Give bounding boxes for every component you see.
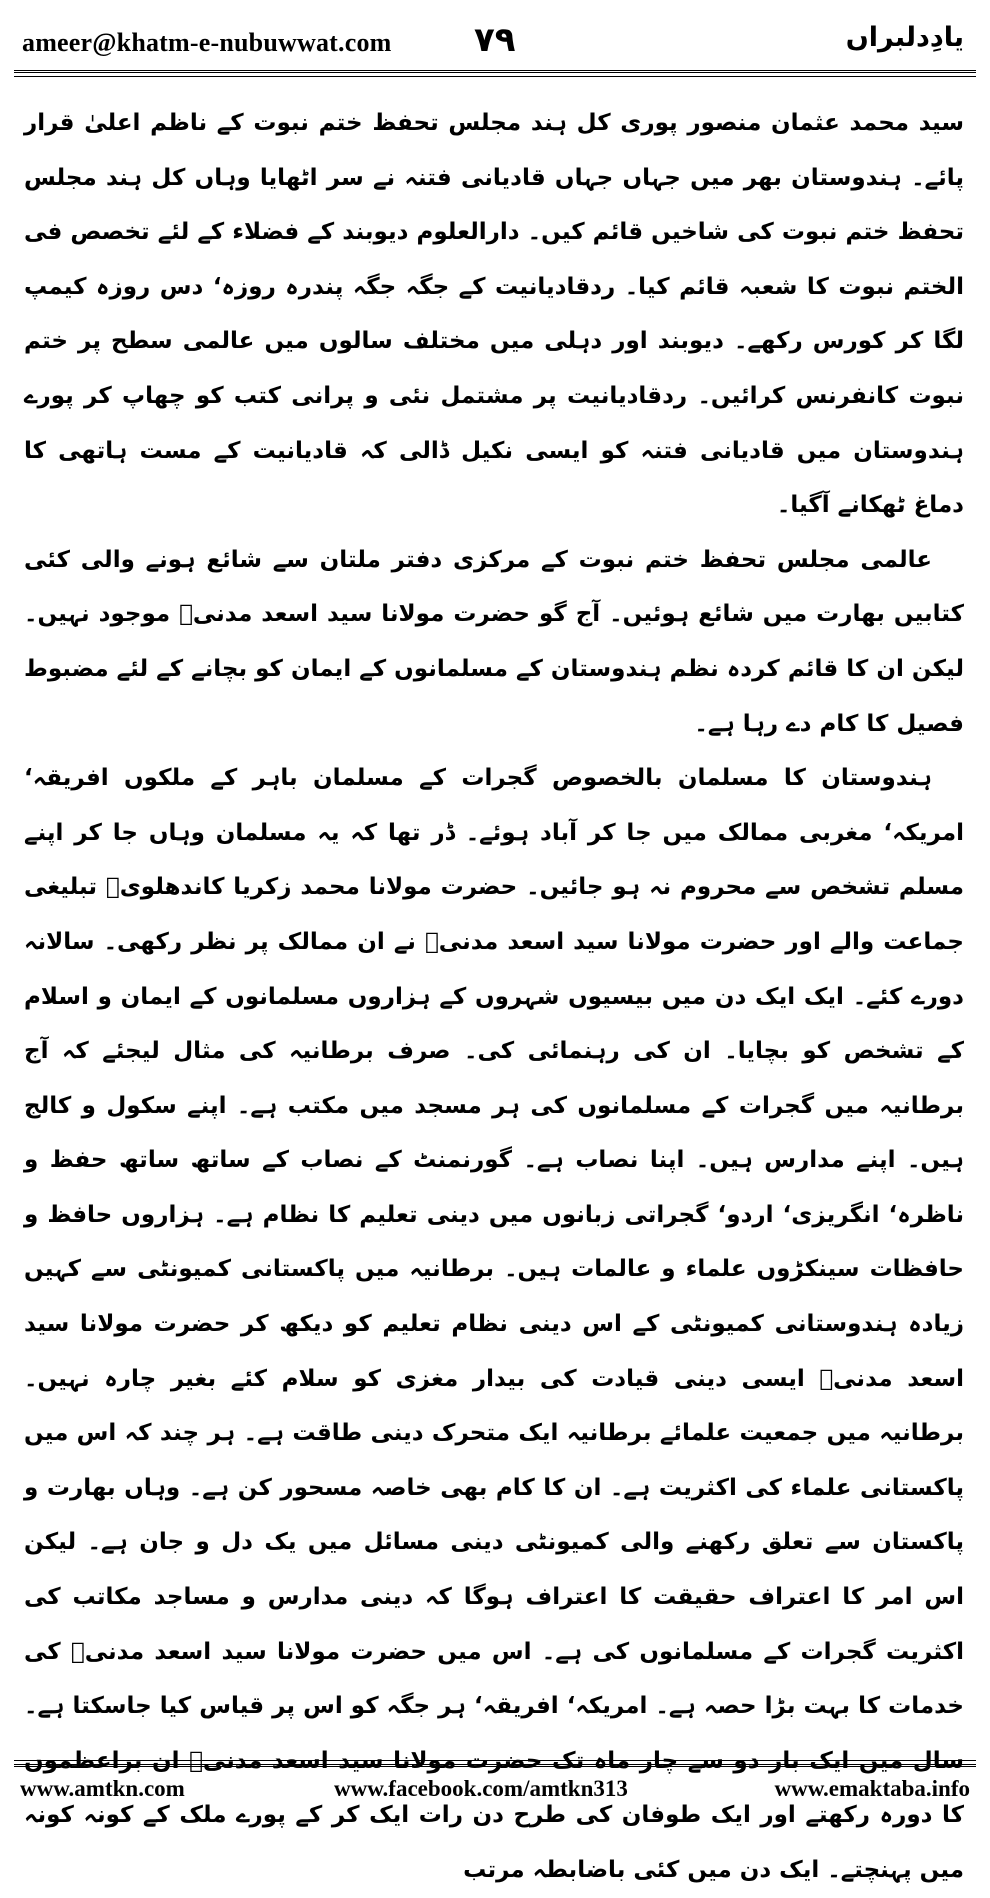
page-footer: [14, 1772, 976, 1808]
header-rule: [14, 70, 976, 77]
footer-link-facebook[interactable]: www.facebook.com/amtkn313: [334, 1776, 628, 1801]
page-body: [24, 96, 964, 1898]
footer-link-emaktaba[interactable]: www.emaktaba.info: [774, 1776, 970, 1801]
paragraph-1: سید محمد عثمان منصور پوری کل ہند مجلس تحفظ ختم نبوت کے ناظم اعلیٰ قرار پائے۔ ہندوستان بھر میں جہاں جہاں قادیانی فتنہ نے سر اٹھایا وہاں کل ہند مجلس تحفظ ختم نبوت کی شاخیں قائم کیں۔ دارالعلوم دیوبند کے فضلاء کے لئے تخصص فی الختم نبوت کا شعبہ قائم کیا۔ ردقادیانیت کے جگہ جگہ پندرہ روزہ‘ دس روزہ کیمپ لگا کر کورس رکھے۔ دیوبند اور دہلی میں مختلف سالوں میں عالمی سطح پر ختم نبوت کانفرنس کرائیں۔ ردقادیانیت پر مشتمل نئی و پرانی کتب کو چھاپ کر پورے ہندوستان میں قادیانی فتنہ کو ایسی نکیل ڈالی کہ قادیانیت کے مست ہاتھی کا دماغ ٹھکانے آگیا۔: [24, 110, 964, 519]
footer-rule: [14, 1760, 976, 1767]
header-email: ameer@khatm-e-nubuwwat.com: [22, 28, 392, 57]
paragraph-2: عالمی مجلس تحفظ ختم نبوت کے مرکزی دفتر ملتان سے شائع ہونے والی کئی کتابیں بھارت میں شائع ہوئیں۔ آج گو حضرت مولانا سید اسعد مدنیؒ موجود نہیں۔ لیکن ان کا قائم کردہ نظم ہندوستان کے مسلمانوں کے ایمان کو بچانے کے لئے مضبوط فصیل کا کام دے رہا ہے۔: [24, 546, 964, 737]
page-header: [14, 8, 968, 68]
book-title: یادِدلبراں: [845, 22, 964, 53]
page-number: ۷۹: [474, 20, 516, 60]
paragraph-3: ہندوستان کا مسلمان بالخصوص گجرات کے مسلمان باہر کے ملکوں افریقہ‘ امریکہ‘ مغربی ممالک میں جا کر آباد ہوئے۔ ڈر تھا کہ یہ مسلمان وہاں جا کر اپنے مسلم تشخص سے محروم نہ ہو جائیں۔ حضرت مولانا محمد زکریا کاندھلویؒ تبلیغی جماعت والے اور حضرت مولانا سید اسعد مدنیؒ نے ان ممالک پر نظر رکھی۔ سالانہ دورے کئے۔ ایک ایک دن میں بیسیوں شہروں کے ہزاروں مسلمانوں کے ایمان و اسلام کے تشخص کو بچایا۔ ان کی رہنمائی کی۔ صرف برطانیہ کی مثال لیجئے کہ آج برطانیہ میں گجرات کے مسلمانوں کی ہر مسجد میں مکتب ہے۔ اپنے سکول و کالج ہیں۔ اپنے مدارس ہیں۔ اپنا نصاب ہے۔ گورنمنٹ کے نصاب کے ساتھ ساتھ حفظ و ناظرہ‘ انگریزی‘ اردو‘ گجراتی زبانوں میں دینی تعلیم کا نظام ہے۔ ہزاروں حافظ و حافظات سینکڑوں علماء و عالمات ہیں۔ برطانیہ میں پاکستانی کمیونٹی سے کہیں زیادہ ہندوستانی کمیونٹی کے اس دینی نظام تعلیم کو دیکھ کر حضرت مولانا سید اسعد مدنیؒ ایسی دینی قیادت کی بیدار مغزی کو سلام کئے بغیر چارہ نہیں۔ برطانیہ میں جمعیت علمائے برطانیہ ایک متحرک دینی طاقت ہے۔ ہر چند کہ اس میں پاکستانی علماء کی اکثریت ہے۔ ان کا کام بھی خاصہ مسحور کن ہے۔ وہاں بھارت و پاکستان سے تعلق رکھنے والی کمیونٹی دینی مسائل میں یک دل و جان ہے۔ لیکن اس امر کا اعتراف حقیقت کا اعتراف ہوگا کہ دینی مدارس و مساجد مکاتب کی اکثریت گجرات کے مسلمانوں کی ہے۔ اس میں حضرت مولانا سید اسعد مدنیؒ کی خدمات کا بہت بڑا حصہ ہے۔ امریکہ‘ افریقہ‘ ہر جگہ کو اس پر قیاس کیا جاسکتا ہے۔ سال میں ایک بار دو سے چار ماہ تک حضرت مولانا سید اسعد مدنیؒ ان براعظموں کا دورہ رکھتے اور ایک طوفان کی طرح دن رات ایک کر کے پورے ملک کے کونہ کونہ میں پہنچتے۔ ایک دن میں کئی باضابطہ مرتب: [24, 765, 964, 1883]
footer-link-amtkn[interactable]: www.amtkn.com: [20, 1776, 185, 1801]
